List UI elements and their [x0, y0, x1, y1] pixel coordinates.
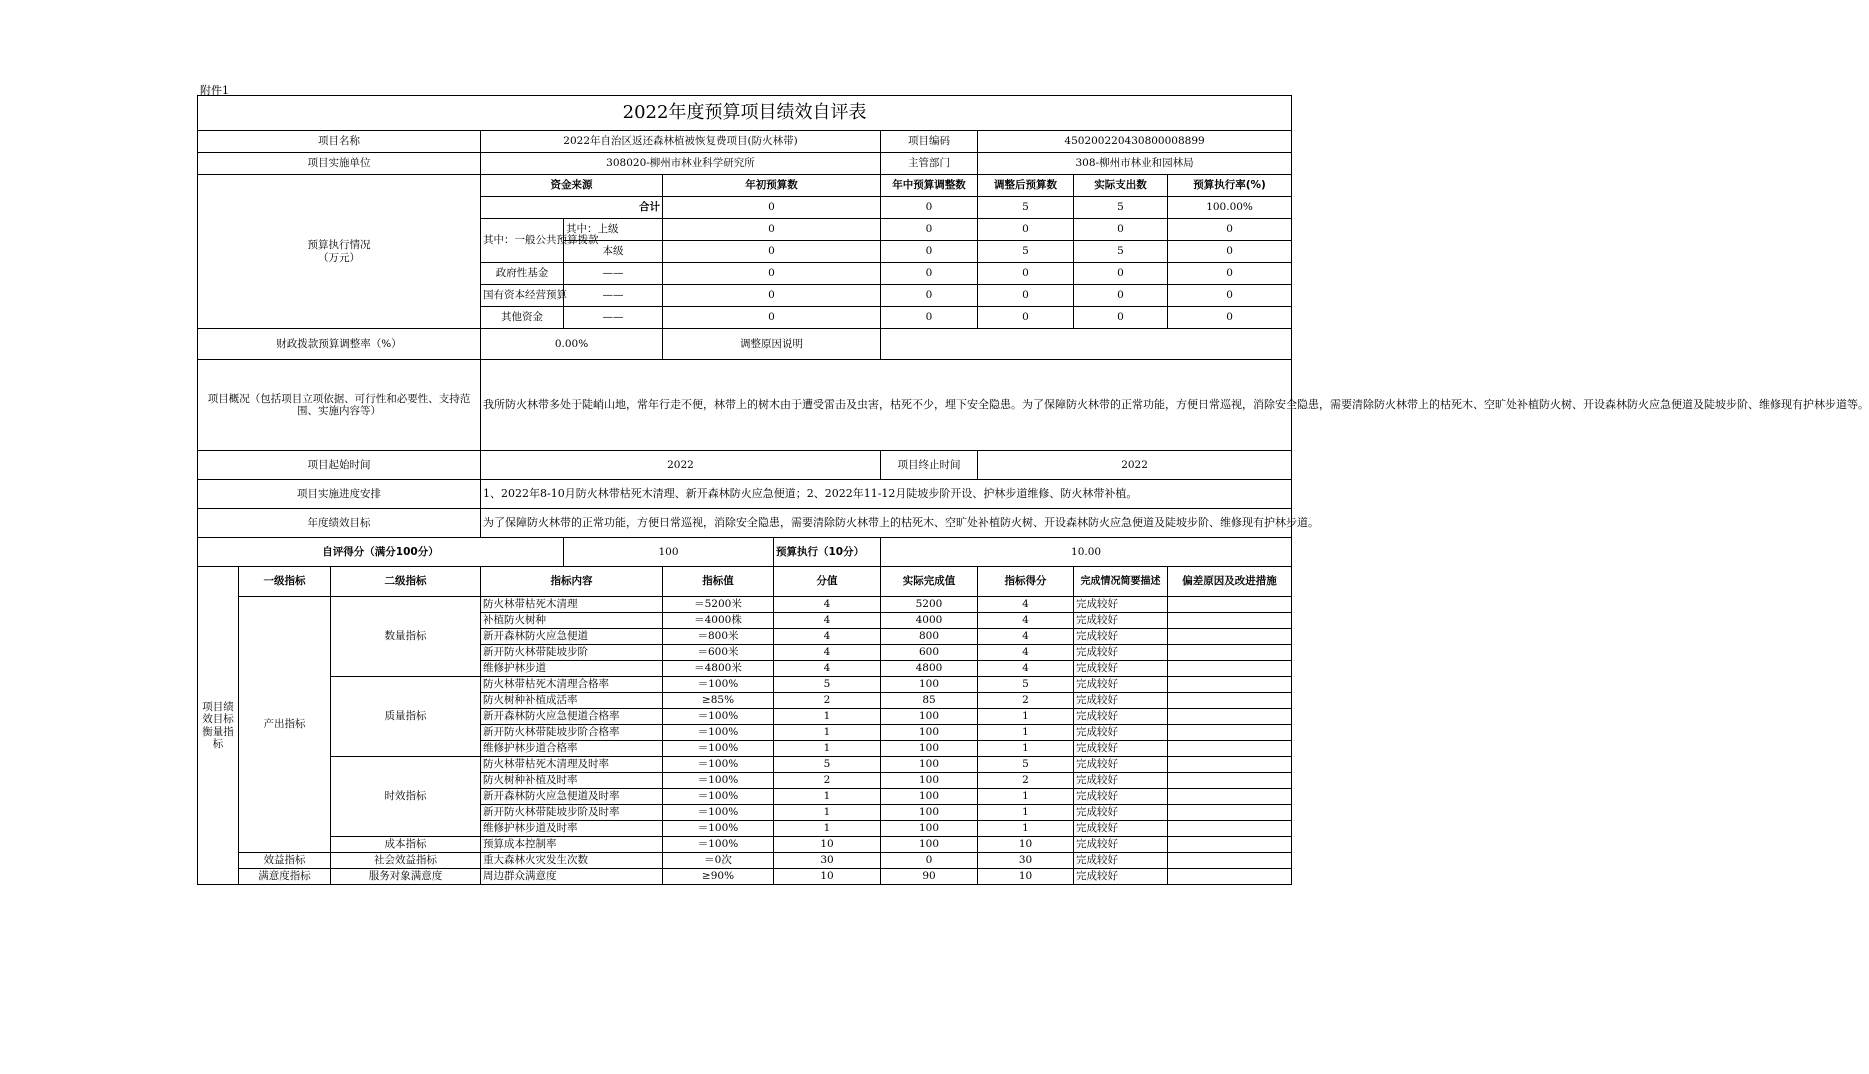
ind-actual: 5200	[881, 597, 978, 613]
ind-target: ＝100%	[663, 837, 774, 853]
budget-statecapital-rate: 0	[1168, 285, 1292, 307]
ind-header-desc: 完成情况简要描述	[1074, 567, 1168, 597]
project-code-label: 项目编码	[881, 131, 978, 153]
budget-govfund-dash: ——	[564, 263, 663, 285]
budget-statecapital-initial: 0	[663, 285, 881, 307]
budget-total-midyear: 0	[881, 197, 978, 219]
ind-reason	[1168, 789, 1292, 805]
budget-other-actual: 0	[1074, 307, 1168, 329]
ind-weight: 2	[774, 773, 881, 789]
ind-actual: 4800	[881, 661, 978, 677]
ind-content: 维修护林步道及时率	[481, 821, 663, 837]
adjust-reason-value	[881, 329, 1292, 360]
start-time-value: 2022	[481, 451, 881, 480]
budget-govfund-label: 政府性基金	[481, 263, 564, 285]
ind-actual: 100	[881, 757, 978, 773]
ind-score: 10	[978, 869, 1074, 885]
ind-weight: 5	[774, 677, 881, 693]
budget-other-adjusted: 0	[978, 307, 1074, 329]
ind-content: 防火林带枯死木清理合格率	[481, 677, 663, 693]
ind-desc: 完成较好	[1074, 629, 1168, 645]
ind-content: 防火树种补植及时率	[481, 773, 663, 789]
budget-local-midyear: 0	[881, 241, 978, 263]
ind-header-reason: 偏差原因及改进措施	[1168, 567, 1292, 597]
budget-other-midyear: 0	[881, 307, 978, 329]
schedule-label: 项目实施进度安排	[198, 480, 481, 509]
ind-desc: 完成较好	[1074, 805, 1168, 821]
project-unit-label: 项目实施单位	[198, 153, 481, 175]
ind-content: 补植防火树种	[481, 613, 663, 629]
service-indicator-label: 服务对象满意度	[331, 869, 481, 885]
budget-total-rate: 100.00%	[1168, 197, 1292, 219]
ind-actual: 100	[881, 789, 978, 805]
ind-actual: 600	[881, 645, 978, 661]
self-score-value: 100	[564, 538, 774, 567]
ind-weight: 1	[774, 789, 881, 805]
budget-header-initial: 年初预算数	[663, 175, 881, 197]
ind-desc: 完成较好	[1074, 597, 1168, 613]
ind-target: ＝100%	[663, 805, 774, 821]
project-unit-value: 308020-柳州市林业科学研究所	[481, 153, 881, 175]
social-indicator-label: 社会效益指标	[331, 853, 481, 869]
ind-weight: 1	[774, 709, 881, 725]
overview-text: 我所防火林带多处于陡峭山地，常年行走不便，林带上的树木由于遭受雷击及虫害，枯死不少，埋下安全隐患。为了保障防火林带的正常功能，方便日常巡视，消除安全隐患，需要清除防火林带上的枯死木、空旷处补植防火树、开设森林防火应急便道及陡坡步阶、维修现有护林步道等。	[481, 360, 1292, 451]
budget-govfund-rate: 0	[1168, 263, 1292, 285]
ind-score: 10	[978, 837, 1074, 853]
ind-weight: 10	[774, 837, 881, 853]
satisfaction-indicator-label: 满意度指标	[239, 869, 331, 885]
ind-content: 防火林带枯死木清理	[481, 597, 663, 613]
ind-reason	[1168, 821, 1292, 837]
ind-score: 2	[978, 773, 1074, 789]
budget-header-actual: 实际支出数	[1074, 175, 1168, 197]
ind-actual: 100	[881, 773, 978, 789]
budget-upper-midyear: 0	[881, 219, 978, 241]
indicators-side-label: 项目绩效目标衡量指标	[198, 567, 239, 885]
ind-score: 1	[978, 821, 1074, 837]
annual-goal-text: 为了保障防火林带的正常功能，方便日常巡视，消除安全隐患，需要清除防火林带上的枯死木、空旷处补植防火树、开设森林防火应急便道及陡坡步阶、维修现有护林步道。	[481, 509, 1292, 538]
budget-local-initial: 0	[663, 241, 881, 263]
ind-actual: 100	[881, 709, 978, 725]
ind-actual: 90	[881, 869, 978, 885]
ind-content: 周边群众满意度	[481, 869, 663, 885]
ind-score: 5	[978, 757, 1074, 773]
budget-total-adjusted: 5	[978, 197, 1074, 219]
ind-header-actual: 实际完成值	[881, 567, 978, 597]
budget-local-rate: 0	[1168, 241, 1292, 263]
ind-actual: 100	[881, 837, 978, 853]
budget-section-label: 预算执行情况 （万元）	[198, 175, 481, 329]
ind-actual: 100	[881, 677, 978, 693]
ind-content: 新开防火林带陡坡步阶	[481, 645, 663, 661]
ind-target: ＝100%	[663, 773, 774, 789]
ind-content: 维修护林步道	[481, 661, 663, 677]
ind-score: 1	[978, 741, 1074, 757]
ind-header-weight: 分值	[774, 567, 881, 597]
ind-reason	[1168, 677, 1292, 693]
ind-actual: 100	[881, 805, 978, 821]
ind-reason	[1168, 661, 1292, 677]
ind-desc: 完成较好	[1074, 789, 1168, 805]
budget-statecapital-label: 国有资本经营预算	[481, 285, 564, 307]
ind-target: ＝600米	[663, 645, 774, 661]
ind-target: ＝4800米	[663, 661, 774, 677]
page-title: 2022年度预算项目绩效自评表	[198, 96, 1292, 131]
schedule-text: 1、2022年8-10月防火林带枯死木清理、新开森林防火应急便道；2、2022年11-12月陡坡步阶开设、护林步道维修、防火林带补植。	[481, 480, 1292, 509]
ind-score: 5	[978, 677, 1074, 693]
ind-target: ≥90%	[663, 869, 774, 885]
ind-reason	[1168, 853, 1292, 869]
ind-header-content: 指标内容	[481, 567, 663, 597]
ind-desc: 完成较好	[1074, 709, 1168, 725]
budget-statecapital-actual: 0	[1074, 285, 1168, 307]
ind-score: 1	[978, 805, 1074, 821]
ind-target: ＝800米	[663, 629, 774, 645]
ind-desc: 完成较好	[1074, 837, 1168, 853]
ind-target: ＝5200米	[663, 597, 774, 613]
budget-upper-label: 其中：上级	[564, 219, 663, 241]
ind-target: ＝100%	[663, 725, 774, 741]
ind-weight: 4	[774, 629, 881, 645]
budget-govfund-actual: 0	[1074, 263, 1168, 285]
start-time-label: 项目起始时间	[198, 451, 481, 480]
budget-statecapital-midyear: 0	[881, 285, 978, 307]
ind-score: 4	[978, 661, 1074, 677]
adjust-reason-label: 调整原因说明	[663, 329, 881, 360]
project-name-label: 项目名称	[198, 131, 481, 153]
ind-target: ＝4000株	[663, 613, 774, 629]
ind-score: 4	[978, 645, 1074, 661]
ind-header-score: 指标得分	[978, 567, 1074, 597]
ind-content: 新开森林防火应急便道	[481, 629, 663, 645]
performance-self-evaluation-table	[197, 95, 1869, 885]
budget-total-actual: 5	[1074, 197, 1168, 219]
ind-desc: 完成较好	[1074, 869, 1168, 885]
ind-reason	[1168, 837, 1292, 853]
end-time-label: 项目终止时间	[881, 451, 978, 480]
budget-header-source: 资金来源	[481, 175, 663, 197]
ind-reason	[1168, 757, 1292, 773]
budget-govfund-midyear: 0	[881, 263, 978, 285]
attachment-label: 附件1	[200, 84, 229, 97]
ind-content: 预算成本控制率	[481, 837, 663, 853]
ind-target: ≥85%	[663, 693, 774, 709]
budget-exec-score-value: 10.00	[881, 538, 1292, 567]
ind-content: 维修护林步道合格率	[481, 741, 663, 757]
ind-actual: 85	[881, 693, 978, 709]
ind-content: 新开防火林带陡坡步阶及时率	[481, 805, 663, 821]
ind-score: 4	[978, 613, 1074, 629]
budget-upper-adjusted: 0	[978, 219, 1074, 241]
ind-weight: 4	[774, 645, 881, 661]
ind-target: ＝0次	[663, 853, 774, 869]
ind-content: 新开森林防火应急便道合格率	[481, 709, 663, 725]
budget-other-dash: ——	[564, 307, 663, 329]
budget-govfund-adjusted: 0	[978, 263, 1074, 285]
annual-goal-label: 年度绩效目标	[198, 509, 481, 538]
ind-desc: 完成较好	[1074, 773, 1168, 789]
ind-weight: 2	[774, 693, 881, 709]
ind-weight: 10	[774, 869, 881, 885]
ind-reason	[1168, 629, 1292, 645]
ind-content: 防火树种补植成活率	[481, 693, 663, 709]
ind-desc: 完成较好	[1074, 821, 1168, 837]
ind-desc: 完成较好	[1074, 853, 1168, 869]
ind-score: 1	[978, 789, 1074, 805]
ind-target: ＝100%	[663, 757, 774, 773]
ind-weight: 1	[774, 821, 881, 837]
budget-total-initial: 0	[663, 197, 881, 219]
ind-reason	[1168, 709, 1292, 725]
budget-upper-rate: 0	[1168, 219, 1292, 241]
ind-desc: 完成较好	[1074, 677, 1168, 693]
ind-desc: 完成较好	[1074, 645, 1168, 661]
ind-reason	[1168, 597, 1292, 613]
ind-score: 2	[978, 693, 1074, 709]
ind-reason	[1168, 805, 1292, 821]
ind-score: 1	[978, 709, 1074, 725]
ind-weight: 4	[774, 597, 881, 613]
benefit-indicator-label: 效益指标	[239, 853, 331, 869]
ind-score: 30	[978, 853, 1074, 869]
ind-desc: 完成较好	[1074, 741, 1168, 757]
ind-actual: 4000	[881, 613, 978, 629]
budget-upper-actual: 0	[1074, 219, 1168, 241]
ind-reason	[1168, 725, 1292, 741]
ind-target: ＝100%	[663, 789, 774, 805]
ind-weight: 5	[774, 757, 881, 773]
ind-reason	[1168, 869, 1292, 885]
ind-actual: 800	[881, 629, 978, 645]
ind-score: 4	[978, 597, 1074, 613]
ind-weight: 4	[774, 613, 881, 629]
ind-score: 4	[978, 629, 1074, 645]
ind-weight: 30	[774, 853, 881, 869]
budget-statecapital-dash: ——	[564, 285, 663, 307]
ind-desc: 完成较好	[1074, 725, 1168, 741]
budget-upper-initial: 0	[663, 219, 881, 241]
project-name-value: 2022年自治区返还森林植被恢复费项目(防火林带)	[481, 131, 881, 153]
ind-content: 防火林带枯死木清理及时率	[481, 757, 663, 773]
ind-desc: 完成较好	[1074, 757, 1168, 773]
timeliness-indicator-label: 时效指标	[331, 757, 481, 837]
budget-local-actual: 5	[1074, 241, 1168, 263]
ind-content: 重大森林火灾发生次数	[481, 853, 663, 869]
ind-target: ＝100%	[663, 677, 774, 693]
self-score-label: 自评得分（满分100分）	[198, 538, 564, 567]
adjust-rate-value: 0.00%	[481, 329, 663, 360]
ind-desc: 完成较好	[1074, 693, 1168, 709]
ind-reason	[1168, 645, 1292, 661]
budget-local-label: 本级	[564, 241, 663, 263]
project-code-value: 450200220430800008899	[978, 131, 1292, 153]
ind-desc: 完成较好	[1074, 661, 1168, 677]
ind-content: 新开森林防火应急便道及时率	[481, 789, 663, 805]
ind-actual: 100	[881, 725, 978, 741]
ind-target: ＝100%	[663, 821, 774, 837]
ind-reason	[1168, 693, 1292, 709]
budget-header-midyear: 年中预算调整数	[881, 175, 978, 197]
project-dept-value: 308-柳州市林业和园林局	[978, 153, 1292, 175]
quantity-indicator-label: 数量指标	[331, 597, 481, 677]
ind-actual: 100	[881, 741, 978, 757]
budget-statecapital-adjusted: 0	[978, 285, 1074, 307]
budget-govfund-initial: 0	[663, 263, 881, 285]
ind-weight: 1	[774, 725, 881, 741]
ind-score: 1	[978, 725, 1074, 741]
ind-content: 新开防火林带陡坡步阶合格率	[481, 725, 663, 741]
ind-reason	[1168, 741, 1292, 757]
budget-other-label: 其他资金	[481, 307, 564, 329]
budget-general-label: 其中：一般公共预算拨款	[481, 219, 564, 263]
budget-local-adjusted: 5	[978, 241, 1074, 263]
overview-label: 项目概况（包括项目立项依据、可行性和必要性、支持范围、实施内容等）	[198, 360, 481, 451]
ind-actual: 100	[881, 821, 978, 837]
ind-target: ＝100%	[663, 741, 774, 757]
ind-header-level1: 一级指标	[239, 567, 331, 597]
ind-weight: 1	[774, 805, 881, 821]
budget-other-initial: 0	[663, 307, 881, 329]
ind-header-level2: 二级指标	[331, 567, 481, 597]
budget-other-rate: 0	[1168, 307, 1292, 329]
ind-reason	[1168, 613, 1292, 629]
ind-actual: 0	[881, 853, 978, 869]
ind-reason	[1168, 773, 1292, 789]
cost-indicator-label: 成本指标	[331, 837, 481, 853]
end-time-value: 2022	[978, 451, 1292, 480]
project-dept-label: 主管部门	[881, 153, 978, 175]
ind-desc: 完成较好	[1074, 613, 1168, 629]
adjust-rate-label: 财政拨款预算调整率（%）	[198, 329, 481, 360]
quality-indicator-label: 质量指标	[331, 677, 481, 757]
budget-exec-score-label: 预算执行（10分）	[774, 538, 881, 567]
ind-header-target: 指标值	[663, 567, 774, 597]
budget-total-label: 合计	[481, 197, 663, 219]
output-indicator-label: 产出指标	[239, 597, 331, 853]
ind-weight: 4	[774, 661, 881, 677]
ind-target: ＝100%	[663, 709, 774, 725]
ind-weight: 1	[774, 741, 881, 757]
budget-header-rate: 预算执行率(%)	[1168, 175, 1292, 197]
budget-header-adjusted: 调整后预算数	[978, 175, 1074, 197]
